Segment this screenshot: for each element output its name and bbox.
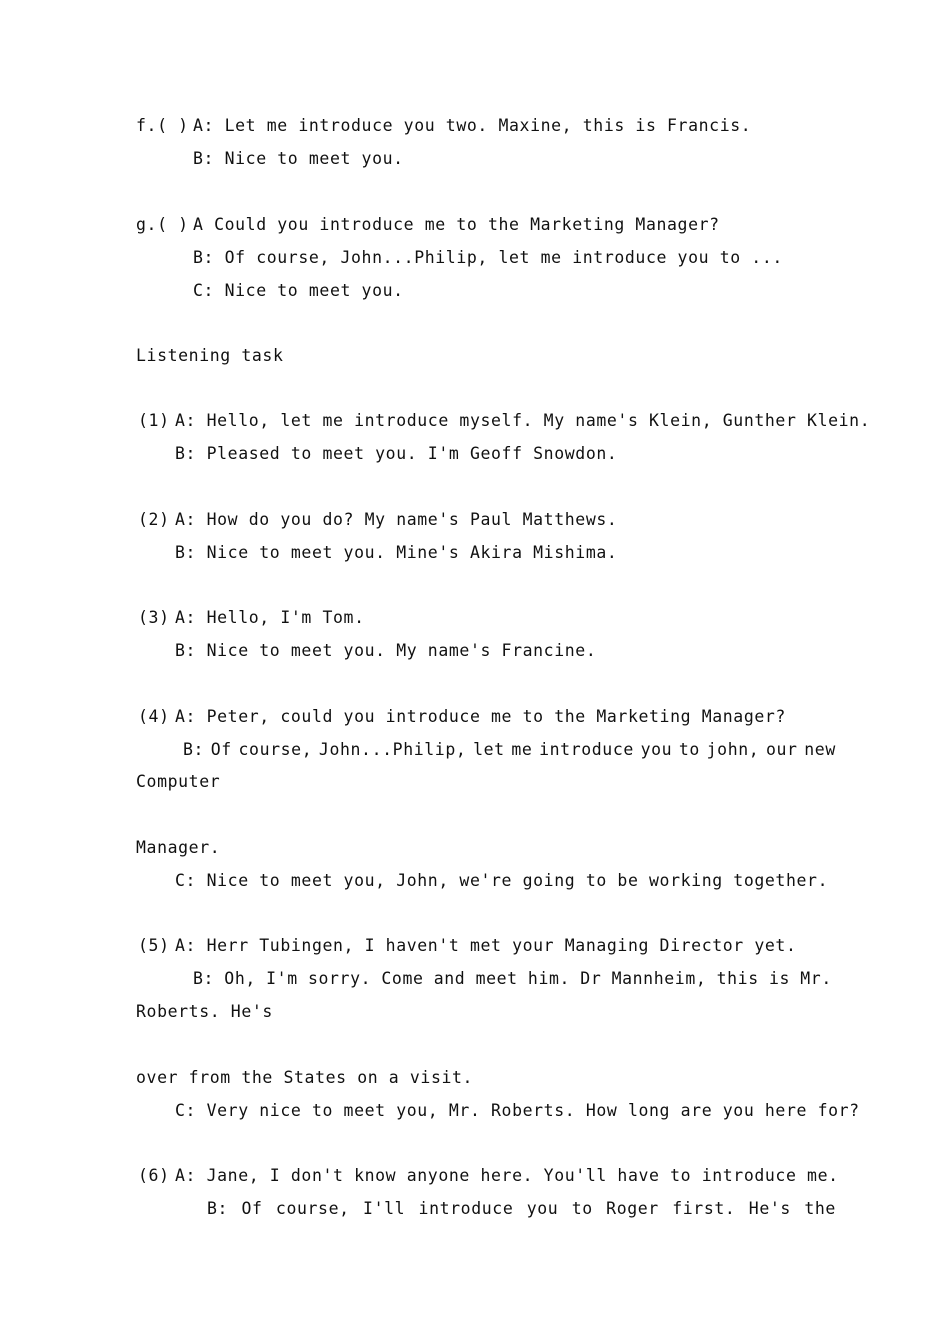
exercise-g-line-b: B: Of course, John...Philip, let me introduce you to ... — [193, 248, 783, 267]
dialogue-6-label: (6) — [138, 1166, 170, 1185]
word: john, — [706, 740, 760, 759]
word: course, — [238, 740, 313, 759]
dialogue-3-label: (3) — [138, 608, 170, 627]
word: He's — [748, 1199, 791, 1218]
word: Oh, — [224, 969, 256, 988]
word: to — [678, 740, 700, 759]
dialogue-3-line-b: B: Nice to meet you. My name's Francine. — [175, 641, 597, 660]
dialogue-5-line-b-continued: Roberts. He's — [136, 1002, 273, 1021]
word: Roger — [606, 1199, 659, 1218]
exercise-f-line-a: A: Let me introduce you two. Maxine, this is Francis. — [193, 116, 752, 135]
word: him. — [527, 969, 571, 988]
word: introduce — [539, 740, 634, 759]
dialogue-1-line-b: B: Pleased to meet you. I'm Geoff Snowdon. — [175, 444, 618, 463]
word: to — [571, 1199, 593, 1218]
word: the — [804, 1199, 836, 1218]
exercise-f-label: f.( ) — [136, 116, 189, 135]
word: Of — [241, 1199, 263, 1218]
dialogue-6-line-a: A: Jane, I don't know anyone here. You'll have to introduce me. — [175, 1166, 839, 1185]
word: I'll — [363, 1199, 406, 1218]
word: course, — [275, 1199, 350, 1218]
dialogue-4-line-c: C: Nice to meet you, John, we're going to be working together. — [175, 871, 829, 890]
dialogue-5-line-b — [193, 969, 832, 989]
exercise-g-line-c: C: Nice to meet you. — [193, 281, 404, 300]
dialogue-2-label: (2) — [138, 510, 170, 529]
dialogue-4-line-a: A: Peter, could you introduce me to the Marketing Manager? — [175, 707, 786, 726]
dialogue-5-line-a: A: Herr Tubingen, I haven't met your Managing Director yet. — [175, 936, 797, 955]
dialogue-4-label: (4) — [138, 707, 170, 726]
word: introduce — [418, 1199, 514, 1218]
word: this — [716, 969, 759, 988]
dialogue-6-line-b — [207, 1199, 836, 1219]
word: sorry. — [307, 969, 372, 988]
dialogue-4-line-b-continued-2: Manager. — [136, 838, 221, 857]
dialogue-4-line-b — [183, 740, 836, 760]
dialogue-5-line-c: C: Very nice to meet you, Mr. Roberts. How long are you here for? — [175, 1101, 860, 1120]
word: new — [804, 740, 836, 759]
word: B: — [193, 969, 215, 988]
dialogue-2-line-a: A: How do you do? My name's Paul Matthews. — [175, 510, 618, 529]
dialogue-3-line-a: A: Hello, I'm Tom. — [175, 608, 365, 627]
word: Of — [210, 740, 232, 759]
dialogue-2-line-b: B: Nice to meet you. Mine's Akira Mishima. — [175, 543, 618, 562]
word: meet — [475, 969, 518, 988]
word: you — [526, 1199, 559, 1218]
word: is — [768, 969, 791, 988]
word: Dr — [580, 969, 602, 988]
word: first. — [672, 1199, 736, 1218]
dialogue-1-label: (1) — [138, 411, 170, 430]
word: B: — [183, 740, 205, 759]
word: John...Philip, — [318, 740, 467, 759]
exercise-f-line-b: B: Nice to meet you. — [193, 149, 404, 168]
word: Come — [381, 969, 424, 988]
exercise-g-label: g.( ) — [136, 215, 189, 234]
dialogue-5-line-b-continued-2: over from the States on a visit. — [136, 1068, 474, 1087]
word: Mr. — [800, 969, 832, 988]
word: let — [473, 740, 505, 759]
dialogue-4-line-b-continued: Computer — [136, 772, 221, 791]
word: me — [511, 740, 533, 759]
word: B: — [207, 1199, 229, 1218]
exercise-g-line-a: A Could you introduce me to the Marketing Manager? — [193, 215, 720, 234]
dialogue-5-label: (5) — [138, 936, 170, 955]
word: you — [640, 740, 673, 759]
dialogue-1-line-a: A: Hello, let me introduce myself. My name's Klein, Gunther Klein. — [175, 411, 871, 430]
word: our — [765, 740, 798, 759]
section-title: Listening task — [136, 346, 284, 365]
word: I'm — [266, 969, 298, 988]
word: Mannheim, — [611, 969, 707, 988]
word: and — [433, 969, 466, 988]
